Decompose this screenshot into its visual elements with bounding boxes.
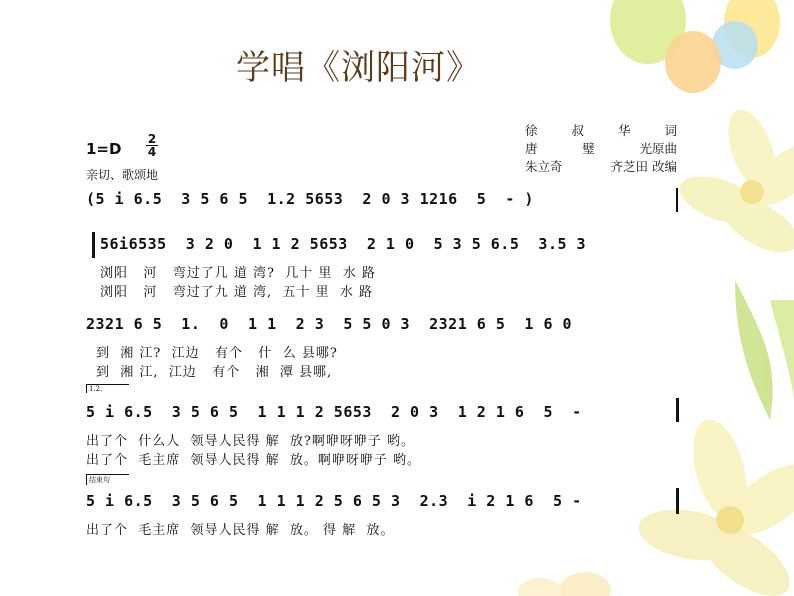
notation-row-2: 2321 6 5 1. 0 1 1 2 3 5 5 0 3 2321 6 5 1 6 0 (86, 315, 573, 333)
notation-row-3: 5 i 6.5 3 5 6 5 1 1 1 2 5653 2 0 3 1 2 1 6 5 - (86, 403, 582, 421)
credit-char: 徐 (525, 123, 538, 138)
credit-char: 朱立奇 (525, 159, 563, 174)
lyric-verse-1: 浏阳 河 弯过了几 道 湾? 几十 里 水 路 (100, 266, 376, 281)
lyric-ending: 出了个 毛主席 领导人民得 解 放。 得 解 放。 (86, 523, 395, 538)
lyric-verse-2: 到 湘 江, 江边 有个 湘 潭 县哪, (96, 365, 333, 380)
lyric-verse-1: 出了个 什么人 领导人民得 解 放?啊咿呀咿子 哟。 (86, 434, 416, 449)
arranger-credit (525, 158, 677, 176)
notation-row-ending: 5 i 6.5 3 5 6 5 1 1 1 2 5 6 5 3 2.3 i 2 1 6 5 - (86, 492, 582, 510)
credits (525, 122, 677, 176)
credit-char: 叔 (571, 123, 584, 138)
notation-row-1: 56i6535 3 2 0 1 1 2 5653 2 1 0 5 3 5 6.5 3.5 3 (100, 235, 587, 253)
volta-bracket: 1.2. (86, 384, 129, 393)
tempo-marking: 亲切、歌颂地 (86, 168, 159, 182)
meter-bottom: 4 (147, 145, 157, 159)
flower-bottom-left-icon (518, 572, 611, 596)
repeat-start-bar (92, 232, 95, 258)
lyric-verse-1: 到 湘 江? 江边 有个 什 么 县哪? (96, 346, 338, 361)
final-barline (676, 488, 679, 514)
credit-char: 唐 (525, 141, 538, 156)
leaf-icon (735, 280, 794, 420)
balloon-orange-icon (665, 31, 721, 93)
key-signature: 1=D (86, 140, 122, 158)
credit-char: 璧 (582, 141, 595, 156)
flower-lower-icon (635, 414, 794, 596)
notation-row-intro: (5 i 6.5 3 5 6 5 1.2 5653 2 0 3 1216 5 - ) (86, 190, 534, 208)
lyric-verse-2: 浏阳 河 弯过了九 道 湾, 五十 里 水 路 (100, 285, 373, 300)
time-signature (146, 133, 158, 158)
credit-char: 齐芝田 改编 (610, 159, 677, 174)
flower-upper-icon (674, 104, 794, 264)
barline (676, 188, 678, 212)
credit-char: 光原曲 (639, 141, 677, 156)
lyric-verse-2: 出了个 毛主席 领导人民得 解 放。啊咿呀咿子 哟。 (86, 453, 422, 468)
lyricist-credit (525, 122, 677, 140)
composer-credit (525, 140, 677, 158)
ending-label: 结束句 (86, 474, 129, 485)
credit-char: 华 (617, 123, 631, 138)
meter-top: 2 (147, 132, 157, 146)
page-title: 学唱《浏阳河》 (236, 48, 481, 88)
repeat-end-bar (676, 398, 679, 422)
credit-char: 词 (664, 123, 677, 138)
